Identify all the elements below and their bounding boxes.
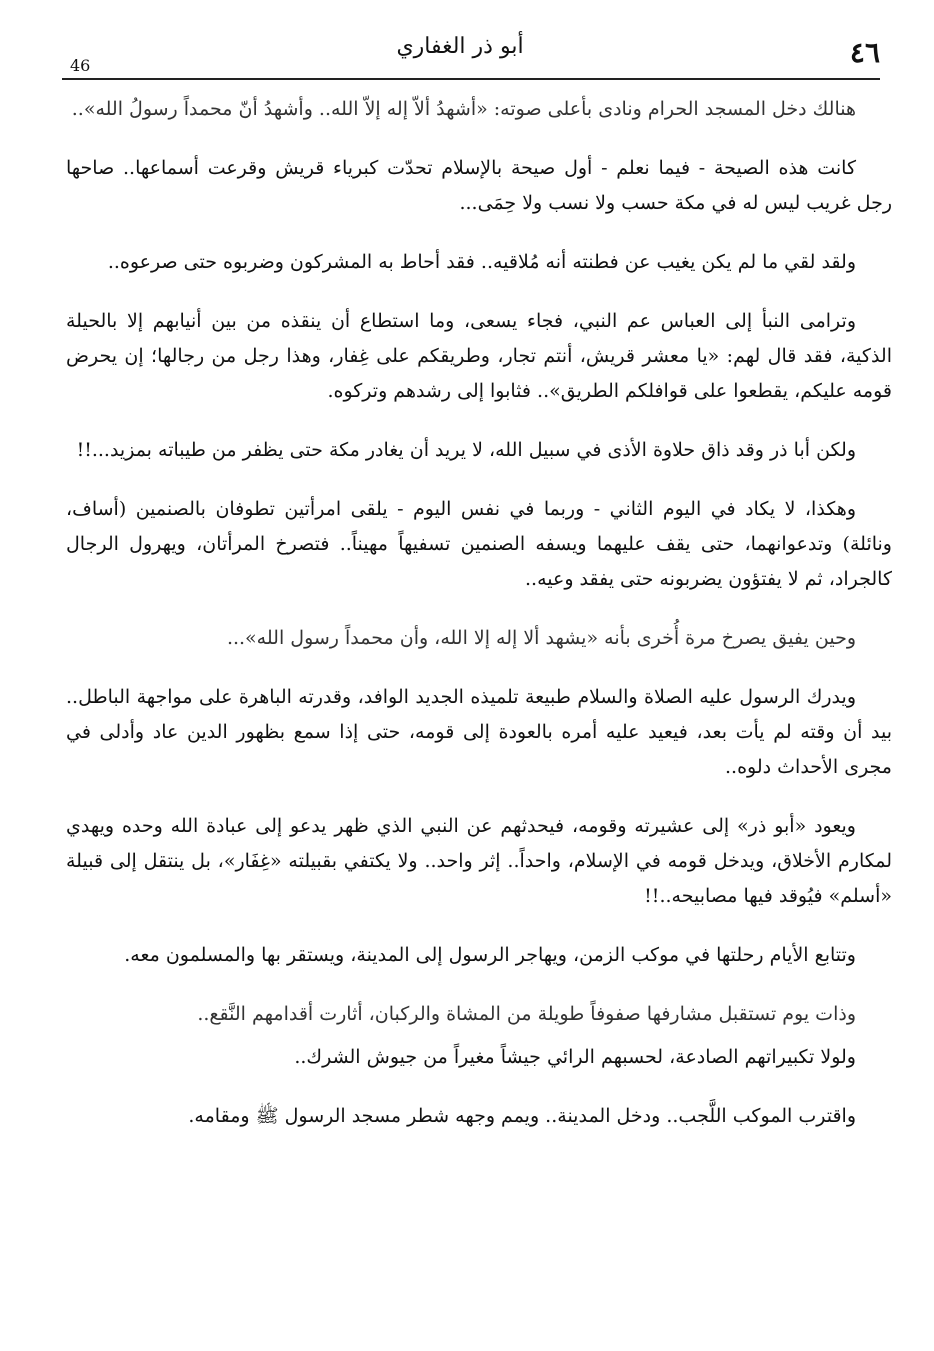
paragraph: ولولا تكبيراتهم الصادعة، لحسبهم الرائي جيشاً مغيراً من جيوش الشرك..: [294, 1046, 856, 1068]
paragraph: ولكن أبا ذر وقد ذاق حلاوة الأذى في سبيل الله، لا يريد أن يغادر مكة حتى يظفر من طيباته بمزيد...!!: [76, 439, 856, 461]
page-number-arabic: ٤٦: [849, 36, 880, 69]
paragraph: ويدرك الرسول عليه الصلاة والسلام طبيعة تلميذه الجديد الوافد، وقدرته الباهرة على مواجهة الباطل.. بيد أن وقته لم يأت بعد، فيعيد عليه أمره بالعودة إلى قومه، حتى إذا سمع بظهور الدين عاد وأدلى في مجرى الأحداث دلوه..: [66, 686, 892, 778]
paragraph: واقترب الموكب اللَّجب.. ودخل المدينة.. ويمم وجهه شطر مسجد الرسول ﷺ ومقامه.: [188, 1105, 856, 1127]
paragraph: وترامى النبأ إلى العباس عم النبي، فجاء يسعى، وما استطاع أن ينقذه من بين أنيابهم إلا بالحيلة الذكية، فقد قال لهم: «يا معشر قريش، أنتم تجار، وطريقكم على غِفار، وهذا رجل من رجالها؛ إن يحرض قومه عليكم، يقطعوا على قوافلكم الطريق».. فثابوا إلى رشدهم وتركوه.: [66, 310, 892, 402]
header-divider: [62, 78, 880, 80]
paragraph: وحين يفيق يصرخ مرة أُخرى بأنه «يشهد ألا إله إلا الله، وأن محمداً رسول الله»...: [226, 627, 856, 649]
paragraph: وذات يوم تستقبل مشارفها صفوفاً طويلة من المشاة والركبان، أثارت أقدامهم النَّقع..: [197, 1003, 856, 1025]
paragraph: كانت هذه الصيحة - فيما نعلم - أول صيحة بالإسلام تحدّت كبرياء قريش وقرعت أسماعها.. صاحها رجل غريب ليس له في مكة حسب ولا نسب ولا حِمَى...: [66, 157, 892, 214]
running-title: أبو ذر الغفاري: [396, 34, 524, 59]
paragraph: وتتابع الأيام رحلتها في موكب الزمن، ويهاجر الرسول إلى المدينة، ويستقر بها والمسلمون معه.: [124, 944, 856, 966]
body-text: [66, 92, 892, 1317]
paragraph: وهكذا، لا يكاد في اليوم الثاني - وربما في نفس اليوم - يلقى امرأتين تطوفان بالصنمين (أساف، ونائلة) وتدعوانهما، حتى يقف عليهما ويسفه الصنمين تسفيهاً مهيناً.. فتصرخ المرأتان، ويهرول الرجال كالجراد، ثم لا يفتؤون يضربونه حتى يفقد وعيه..: [66, 498, 892, 590]
paragraph: هنالك دخل المسجد الحرام ونادى بأعلى صوته: «أشهدُ ألاّ إله إلاّ الله.. وأشهدُ أنّ محمداً رسولُ الله»..: [71, 98, 856, 120]
page-number-latin: 46: [70, 56, 91, 75]
paragraph: ولقد لقي ما لم يكن يغيب عن فطنته أنه مُلاقيه.. فقد أحاط به المشركون وضربوه حتى صرعوه..: [107, 251, 856, 273]
paragraph: ويعود «أبو ذر» إلى عشيرته وقومه، فيحدثهم عن النبي الذي ظهر يدعو إلى عبادة الله وحده ويهدي لمكارم الأخلاق، ويدخل قومه في الإسلام، واحداً.. إثر واحد.. ولا يكتفي بقبيلته «غِفَار»، بل ينتقل إلى قبيلة «أسلم» فيُوقد فيها مصابيحه..!!: [66, 815, 892, 907]
page-header: [40, 30, 880, 80]
